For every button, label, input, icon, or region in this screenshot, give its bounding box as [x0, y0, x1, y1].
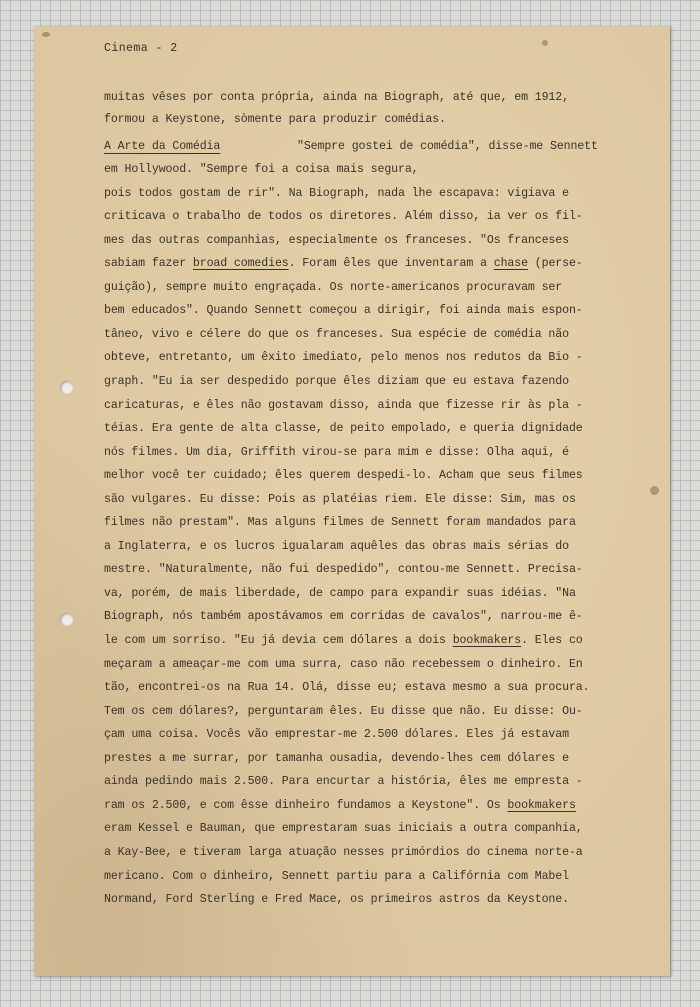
body-text-segment: meçaram a ameaçar-me com uma surra, caso não recebessem o dinheiro. En [104, 657, 583, 671]
section-heading: A Arte da Comédia [104, 140, 221, 153]
body-line [104, 488, 576, 511]
body-line [104, 605, 583, 628]
body-line [104, 676, 589, 699]
punch-hole-top [60, 381, 73, 394]
body-text-segment: ainda pedindo mais 2.500. Para encurtar a história, êles me empresta - [104, 775, 583, 789]
body-text-segment: pois todos gostam de rir". Na Biograph, nada lhe escapava: vigiava e [104, 186, 569, 200]
underlined-term: bookmakers [507, 798, 576, 812]
body-text-segment: . Eles co [521, 634, 583, 647]
section-first-line: "Sempre gostei de comédia", disse-me Sennett [297, 140, 598, 153]
body-text-segment: a Kay-Bee, e tiveram larga atuação nesses primórdios do cinema norte-a [104, 845, 583, 859]
body-line [104, 252, 583, 275]
body-text-segment: a Inglaterra, e os lucros igualaram aquêles das obras mais sérias do [104, 539, 569, 553]
body-text-segment: Tem os cem dólares?, perguntaram êles. Eu disse que não. Eu disse: Ou- [104, 704, 583, 718]
body-line [104, 158, 419, 181]
body-line [104, 229, 569, 252]
body-line [104, 346, 583, 369]
body-text-segment: mestre. "Naturalmente, não fui despedido", contou-me Sennett. Precisa- [104, 563, 583, 577]
body-line [104, 323, 569, 346]
body-text-segment: çam uma coisa. Vocês vão emprestar-me 2.500 dólares. Eles já estavam [104, 728, 569, 742]
body-text-segment: obteve, entretanto, um êxito imediato, pelo menos nos redutos da Bio - [104, 351, 583, 365]
body-text-segment: tão, encontrei-os na Rua 14. Olá, disse eu; estava mesmo a sua procura. [104, 681, 590, 695]
body-line [104, 417, 583, 440]
body-text-segment: eram Kessel e Bauman, que emprestaram suas iniciais a outra companhia, [104, 822, 583, 836]
body-text-segment: bem educados". Quando Sennett começou a dirigir, foi ainda mais espon- [104, 304, 583, 318]
body-text-segment: ram os 2.500, e com êsse dinheiro fundamos a Keystone". Os [104, 798, 508, 812]
ink-stain [42, 32, 50, 37]
body-line [104, 299, 583, 322]
body-text-segment: guição), sempre muito engraçada. Os norte-americanos procuravam ser [104, 280, 563, 294]
body-text-segment: caricaturas, e êles não gostavam disso, ainda que fizesse rir às pla - [104, 398, 583, 412]
body-text-segment: le com um sorriso. "Eu já devia cem dólares a dois [104, 634, 453, 647]
underlined-term: broad comedies [192, 257, 289, 271]
body-text-segment: mericano. Com o dinheiro, Sennett partiu para a Califórnia com Mabel [104, 869, 569, 883]
body-text-segment: prestes a me surrar, por tamanha ousadia, devendo-lhes cem dólares e [104, 751, 569, 765]
underlined-term: chase [493, 257, 528, 271]
body-line [104, 464, 583, 487]
body-line [104, 747, 569, 770]
body-line [104, 700, 583, 723]
body-line [104, 865, 569, 888]
body-text-segment: tâneo, vivo e célere do que os franceses. Sua espécie de comédia não [104, 327, 569, 341]
body-text-segment: (perse- [527, 257, 583, 271]
body-text-segment: filmes não prestam". Mas alguns filmes de Sennett foram mandados para [104, 516, 576, 530]
body-line [104, 888, 569, 911]
body-line [104, 205, 583, 228]
body-line [104, 723, 569, 746]
page-header: Cinema - 2 [104, 42, 178, 55]
body-line [104, 370, 569, 393]
body-line [104, 394, 583, 417]
body-line [104, 770, 583, 793]
body-text-segment: téias. Era gente de alta classe, de peito empolado, e queria dignidade [104, 422, 583, 436]
body-line [104, 535, 569, 558]
body-text-segment: Normand, Ford Sterling e Fred Mace, os primeiros astros da Keystone. [104, 893, 569, 907]
ink-stain [650, 486, 659, 495]
body-line [104, 511, 576, 534]
body-text-segment: sabiam fazer [104, 257, 193, 271]
body-line [104, 582, 576, 605]
body-line [104, 841, 583, 864]
body-line [104, 629, 583, 652]
body-line [104, 653, 583, 676]
punch-hole-bottom [60, 613, 73, 626]
body-line [104, 817, 583, 840]
body-text-segment: nós filmes. Um dia, Griffith virou-se para mim e disse: Olha aqui, é [104, 445, 569, 459]
body-text-segment: graph. "Eu ia ser despedido porque êles diziam que eu estava fazendo [104, 374, 569, 388]
intro-line: formou a Keystone, sòmente para produzir comédias. [104, 113, 446, 126]
body-text-segment: criticava o trabalho de todos os diretores. Além disso, ia ver os fil- [104, 210, 583, 224]
body-line [104, 276, 562, 299]
body-line [104, 441, 569, 464]
body-line [104, 182, 569, 205]
ink-stain [542, 40, 548, 46]
body-line [104, 794, 576, 817]
body-text-segment: são vulgares. Eu disse: Pois as platéias riem. Ele disse: Sim, mas os [104, 492, 576, 506]
body-line [104, 558, 583, 581]
body-text-segment: Biograph, nós também apostávamos em corridas de cavalos", narrou-me ê- [104, 610, 583, 624]
body-text-segment: va, porém, de mais liberdade, de campo para expandir suas idéias. "Na [104, 586, 576, 600]
body-text-segment: . Foram êles que inventaram a [288, 257, 494, 271]
body-text-segment: em Hollywood. "Sempre foi a coisa mais segura, [104, 163, 419, 176]
underlined-term: bookmakers [452, 634, 522, 647]
body-text-segment: melhor você ter cuidado; êles querem despedi-lo. Acham que seus filmes [104, 469, 583, 483]
body-text-segment: mes das outras companhias, especialmente os franceses. "Os franceses [104, 233, 569, 247]
intro-line: muitas vêses por conta própria, ainda na Biograph, até que, em 1912, [104, 91, 569, 104]
